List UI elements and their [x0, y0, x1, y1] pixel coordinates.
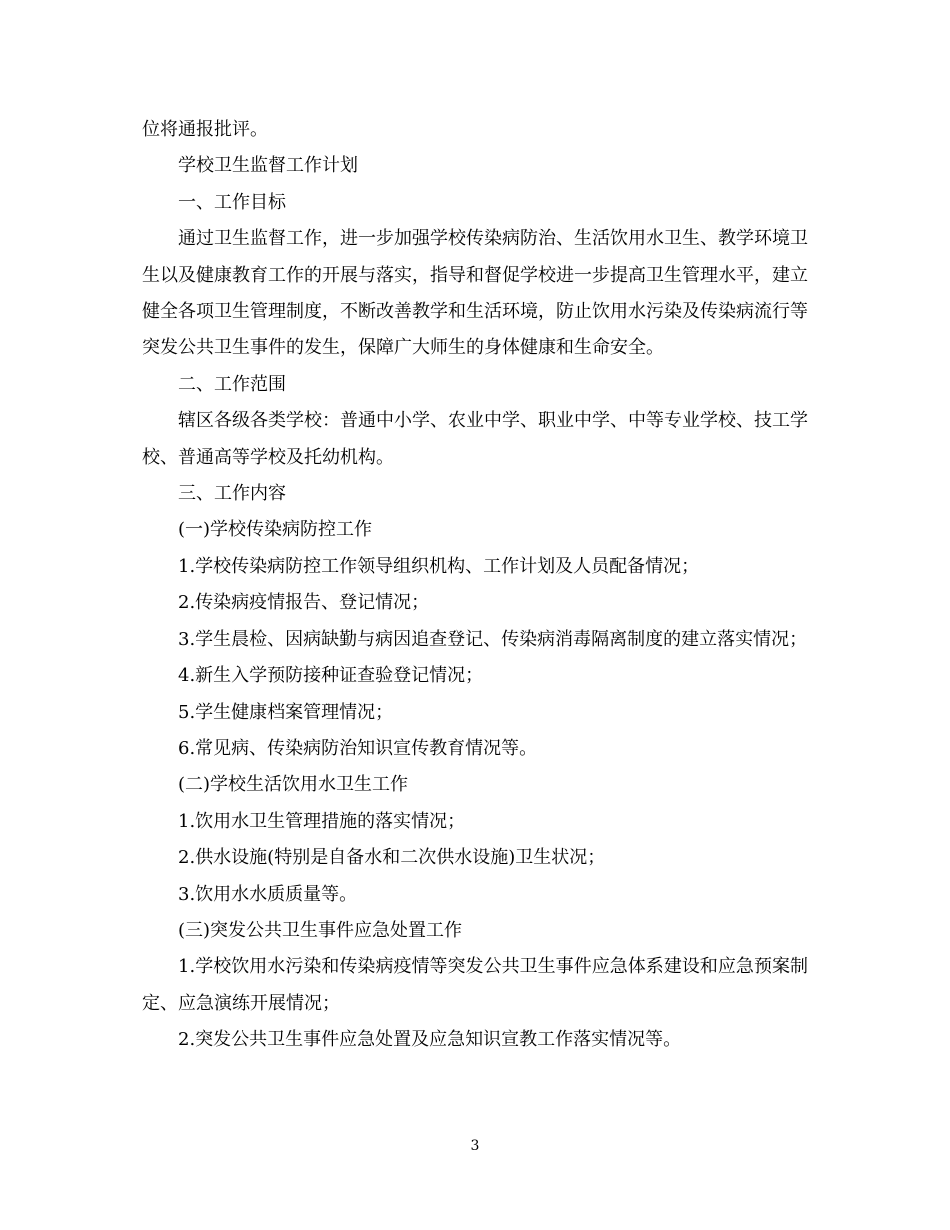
list-item: 1.学校饮用水污染和传染病疫情等突发公共卫生事件应急体系建设和应急预案制定、应急演练开展情况；: [142, 956, 808, 1014]
document-body: [142, 112, 808, 1059]
subheading-drinking-water: (二)学校生活饮用水卫生工作: [178, 774, 409, 796]
list-item: 2.传染病疫情报告、登记情况；: [178, 592, 430, 614]
list-item: 3.学生晨检、因病缺勤与病因追查登记、传染病消毒隔离制度的建立落实情况；: [178, 628, 808, 650]
paragraph-continuation: 位将通报批评。: [142, 119, 268, 140]
list-item: 3.饮用水水质质量等。: [178, 883, 358, 905]
heading-work-content: 三、工作内容: [178, 483, 286, 505]
list-item: 1.学校传染病防控工作领导组织机构、工作计划及人员配备情况；: [178, 555, 700, 577]
list-item: 4.新生入学预防接种证查验登记情况；: [178, 665, 484, 687]
list-item: 6.常见病、传染病防治知识宣传教育情况等。: [178, 737, 538, 759]
paragraph-work-goal: 通过卫生监督工作，进一步加强学校传染病防治、生活饮用水卫生、教学环境卫生以及健康教育工作的开展与落实，指导和督促学校进一步提高卫生管理水平，建立健全各项卫生管理制度，不断改善教学和生活环境，防止饮用水污染及传染病流行等突发公共卫生事件的发生，保障广大师生的身体健康和生命安全。: [142, 228, 808, 359]
page-number: 3: [470, 1138, 480, 1154]
list-item: 5.学生健康档案管理情况；: [178, 701, 394, 723]
section-title: 学校卫生监督工作计划: [178, 155, 358, 177]
list-item: 1.饮用水卫生管理措施的落实情况；: [178, 810, 466, 832]
heading-work-scope: 二、工作范围: [178, 373, 286, 395]
list-item: 2.突发公共卫生事件应急处置及应急知识宣教工作落实情况等。: [178, 1029, 682, 1051]
heading-work-goal: 一、工作目标: [178, 191, 286, 213]
paragraph-work-scope: 辖区各级各类学校：普通中小学、农业中学、职业中学、中等专业学校、技工学校、普通高等学校及托幼机构。: [142, 410, 808, 468]
subheading-emergency: (三)突发公共卫生事件应急处置工作: [178, 919, 463, 941]
list-item: 2.供水设施(特别是自备水和二次供水设施)卫生状况；: [178, 847, 606, 869]
subheading-infectious-disease: (一)学校传染病防控工作: [178, 519, 373, 541]
